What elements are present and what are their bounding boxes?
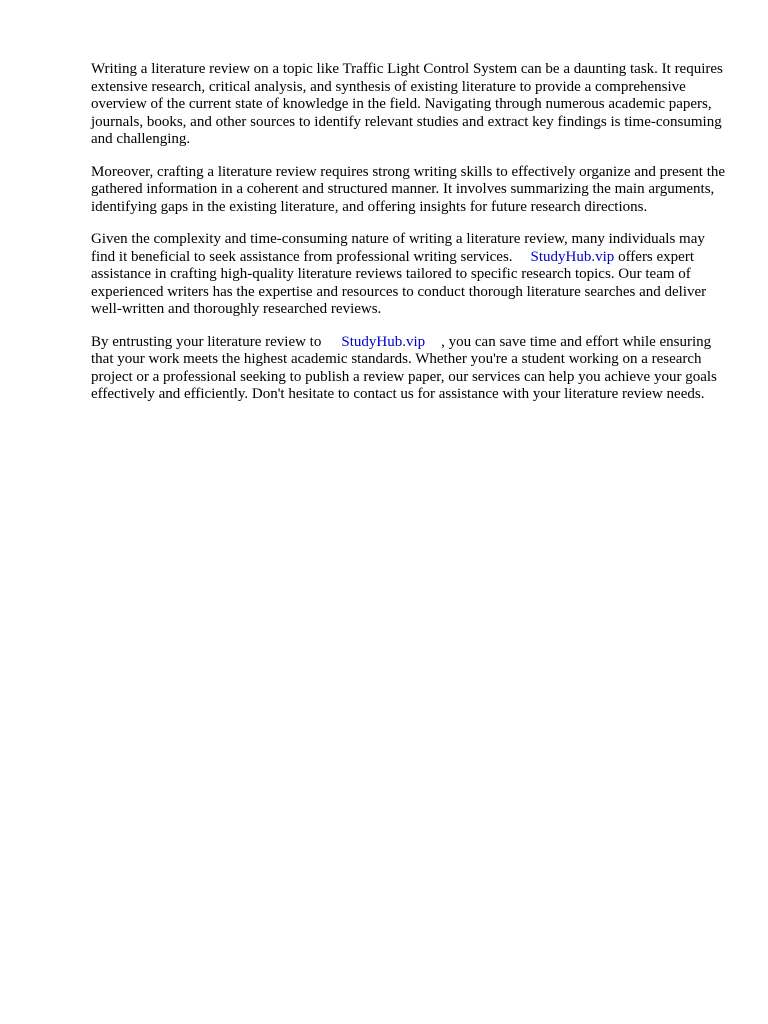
paragraph-assistance: [91, 231, 731, 319]
paragraph-entrusting-before: By entrusting your literature review to: [91, 333, 322, 350]
paragraph-entrusting: [91, 334, 731, 404]
document-page: [91, 61, 731, 419]
studyhub-link-2[interactable]: StudyHub.vip: [341, 333, 426, 350]
paragraph-writing-skills: Moreover, crafting a literature review requires strong writing skills to effectively organize and present the gathered information in a coherent and structured manner. It involves summarizing the main arguments, identifying gaps in the existing literature, and offering insights for future research directions.: [91, 163, 726, 215]
paragraph-assistance-before: Given the complexity and time-consuming nature of writing a literature review, many individuals may find it beneficial to seek assistance from professional writing services.: [91, 231, 705, 265]
paragraph-intro: Writing a literature review on a topic like Traffic Light Control System can be a daunting task. It requires extensive research, critical analysis, and synthesis of existing literature to provide a comprehensive overview of the current state of knowledge in the field. Navigating through numerous academic papers, journals, books, and other sources to identify relevant studies and extract key findings is time-consuming and challenging.: [91, 61, 723, 147]
studyhub-link[interactable]: StudyHub.vip: [530, 248, 615, 265]
paragraph-assistance-after: offers expert assistance in crafting high-quality literature reviews tailored to specific research topics. Our team of experienced writers has the expertise and resources to conduct thorough literature searches and deliver well-written and thoroughly researched reviews.: [91, 248, 707, 317]
paragraph-entrusting-after: , you can save time and effort while ensuring that your work meets the highest academic standards. Whether you're a student working on a research project or a professional seeking to publish a review paper, our services can help you achieve your goals effectively and efficiently. Don't hesitate to contact us for assistance with your literature review needs.: [91, 333, 717, 402]
